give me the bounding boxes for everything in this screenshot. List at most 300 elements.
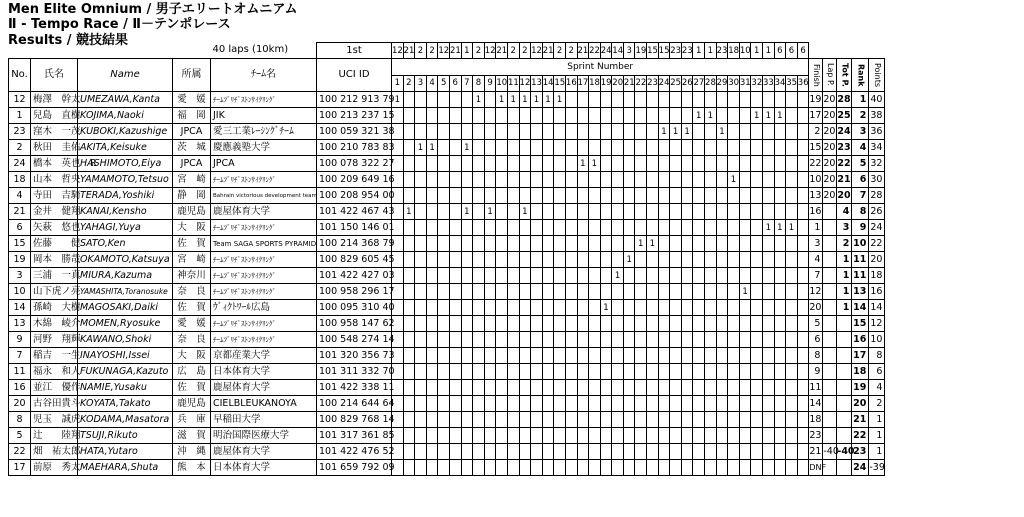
sprint-point-cell	[507, 156, 519, 172]
sprint-point-cell	[577, 108, 589, 124]
sprint-point-cell	[461, 428, 473, 444]
sprint-point-cell	[647, 364, 659, 380]
sprint-point-cell	[647, 124, 659, 140]
finish-position: 15	[809, 140, 823, 156]
lap-number-cell: 6	[797, 43, 809, 59]
sprint-point-cell	[589, 444, 601, 460]
sprint-point-cell	[623, 108, 635, 124]
sprint-point-cell	[774, 268, 786, 284]
sprint-point-cell	[612, 332, 624, 348]
sprint-point-cell	[484, 348, 496, 364]
sprint-point-cell	[774, 332, 786, 348]
sprint-point-cell	[658, 460, 670, 476]
sprint-point-cell	[554, 252, 566, 268]
lap-number-cell: 19	[635, 43, 647, 59]
table-row	[9, 412, 885, 428]
sprint-point-cell	[705, 252, 717, 268]
sprint-point-cell	[763, 396, 775, 412]
sprint-point-cell	[635, 204, 647, 220]
lap-points: 20	[823, 124, 837, 140]
rider-name: KUBOKI,Kazushige	[78, 124, 173, 140]
sprint-point-cell	[473, 236, 485, 252]
sprint-point-cell	[507, 444, 519, 460]
table-row	[9, 460, 885, 476]
sprint-point-cell	[705, 444, 717, 460]
sprint-point-cell	[565, 460, 577, 476]
sprint-point-cell	[554, 300, 566, 316]
lap-points	[823, 252, 837, 268]
sprint-number-cell: 13	[531, 75, 543, 92]
sprint-point-cell	[426, 460, 438, 476]
total-points	[837, 348, 852, 364]
total-points: 3	[837, 220, 852, 236]
rider-name-jp: 梅澤 幹太	[31, 92, 78, 108]
sprint-point-cell	[635, 156, 647, 172]
rank: 21	[852, 412, 869, 428]
sprint-point-cell	[577, 396, 589, 412]
sprint-point-cell	[484, 396, 496, 412]
sprint-point-cell	[565, 268, 577, 284]
sprint-point-cell	[728, 284, 740, 300]
rider-name: TERADA,Yoshiki	[78, 188, 173, 204]
sprint-point-cell	[635, 300, 647, 316]
lap-points	[823, 220, 837, 236]
sprint-point-cell: 1	[658, 124, 670, 140]
sprint-point-cell	[600, 236, 612, 252]
lap-number-cell: 23	[681, 43, 693, 59]
sprint-point-cell	[577, 172, 589, 188]
sprint-point-cell	[426, 396, 438, 412]
total-points: 1	[837, 268, 852, 284]
sprint-point-cell	[519, 220, 531, 236]
sprint-point-cell	[739, 444, 751, 460]
rider-affiliation: 沖 縄	[173, 444, 211, 460]
points: 36	[869, 124, 885, 140]
sprint-point-cell	[728, 252, 740, 268]
sprint-point-cell	[473, 124, 485, 140]
lap-points: 20	[823, 188, 837, 204]
sprint-point-cell	[786, 204, 798, 220]
sprint-point-cell	[438, 428, 450, 444]
sprint-point-cell	[519, 284, 531, 300]
sprint-point-cell: 1	[751, 108, 763, 124]
sprint-point-cell	[705, 220, 717, 236]
sprint-point-cell	[647, 252, 659, 268]
sprint-point-cell	[600, 332, 612, 348]
sprint-point-cell: 1	[589, 156, 601, 172]
rider-uci-id: 100 548 274 14	[317, 332, 392, 348]
rider-affiliation: 愛 媛	[173, 316, 211, 332]
sprint-point-cell	[658, 172, 670, 188]
sprint-point-cell	[751, 444, 763, 460]
sprint-point-cell	[716, 364, 728, 380]
lap-number-cell: 2	[426, 43, 438, 59]
sprint-point-cell	[797, 348, 809, 364]
sprint-point-cell	[600, 220, 612, 236]
sprint-point-cell	[519, 108, 531, 124]
sprint-point-cell	[774, 252, 786, 268]
sprint-point-cell	[600, 124, 612, 140]
sprint-point-cell	[705, 140, 717, 156]
sprint-point-cell	[519, 268, 531, 284]
sprint-point-cell	[496, 300, 508, 316]
sprint-point-cell	[670, 348, 682, 364]
sprint-point-cell	[647, 348, 659, 364]
points: 32	[869, 156, 885, 172]
sprint-point-cell	[589, 140, 601, 156]
sprint-point-cell	[449, 444, 461, 460]
sprint-point-cell	[507, 172, 519, 188]
sprint-point-cell	[716, 300, 728, 316]
sprint-point-cell	[531, 108, 543, 124]
rider-team: Team SAGA SPORTS PYRAMID	[211, 236, 317, 252]
sprint-point-cell	[635, 412, 647, 428]
sprint-point-cell	[786, 172, 798, 188]
sprint-point-cell	[716, 396, 728, 412]
rider-name: KOYATA,Takato	[78, 396, 173, 412]
sprint-point-cell	[484, 460, 496, 476]
sprint-point-cell	[728, 300, 740, 316]
sprint-point-cell	[496, 236, 508, 252]
table-row	[9, 172, 885, 188]
sprint-point-cell	[403, 412, 415, 428]
sprint-point-cell	[484, 140, 496, 156]
sprint-point-cell	[484, 332, 496, 348]
sprint-point-cell	[635, 188, 647, 204]
sprint-point-cell	[751, 268, 763, 284]
total-points: 4	[837, 204, 852, 220]
sprint-point-cell	[415, 348, 427, 364]
finish-position: 22	[809, 156, 823, 172]
rider-affiliation: 広 島	[173, 364, 211, 380]
table-row	[9, 156, 885, 172]
sprint-point-cell	[681, 268, 693, 284]
sprint-point-cell	[763, 252, 775, 268]
sprint-point-cell	[786, 108, 798, 124]
rider-name-jp: 稲吉 一生	[31, 348, 78, 364]
sprint-point-cell	[623, 268, 635, 284]
sprint-point-cell	[449, 364, 461, 380]
sprint-point-cell	[565, 412, 577, 428]
sprint-point-cell	[554, 124, 566, 140]
rider-uci-id: 100 958 296 17	[317, 284, 392, 300]
rider-affiliation: 滋 賀	[173, 428, 211, 444]
points: 22	[869, 236, 885, 252]
sprint-point-cell	[415, 252, 427, 268]
sprint-point-cell	[763, 332, 775, 348]
sprint-point-cell	[797, 396, 809, 412]
sprint-point-cell	[739, 412, 751, 428]
rider-name-jp: 辻 陸翔	[31, 428, 78, 444]
sprint-point-cell	[565, 332, 577, 348]
laps-label: 40 laps (10km)	[212, 44, 289, 56]
sprint-point-cell	[612, 428, 624, 444]
sprint-point-cell	[554, 332, 566, 348]
sprint-point-cell	[531, 268, 543, 284]
sprint-point-cell	[693, 140, 705, 156]
sprint-point-cell	[774, 396, 786, 412]
sprint-point-cell	[426, 332, 438, 348]
column-rank: Rank	[852, 59, 869, 92]
sprint-point-cell	[461, 172, 473, 188]
points: 34	[869, 140, 885, 156]
sprint-point-cell	[461, 268, 473, 284]
sprint-point-cell	[658, 92, 670, 108]
sprint-point-cell	[647, 284, 659, 300]
sprint-point-cell	[403, 380, 415, 396]
finish-position: 17	[809, 108, 823, 124]
rider-uci-id: 100 214 644 64	[317, 396, 392, 412]
sprint-point-cell	[658, 364, 670, 380]
lap-number-cell: 2	[415, 43, 427, 59]
sprint-point-cell	[507, 412, 519, 428]
sprint-point-cell	[554, 268, 566, 284]
rider-name: MIURA,Kazuma	[78, 268, 173, 284]
sprint-point-cell	[658, 444, 670, 460]
sprint-point-cell	[623, 316, 635, 332]
sprint-point-cell	[658, 412, 670, 428]
sprint-point-cell	[403, 444, 415, 460]
total-points: 28	[837, 92, 852, 108]
sprint-point-cell	[531, 412, 543, 428]
rider-uci-id: 100 209 649 16	[317, 172, 392, 188]
sprint-point-cell	[786, 380, 798, 396]
sprint-point-cell	[681, 316, 693, 332]
sprint-number-cell: 8	[473, 75, 485, 92]
sprint-number-cell: 12	[519, 75, 531, 92]
sprint-point-cell	[797, 156, 809, 172]
sprint-point-cell	[751, 188, 763, 204]
sprint-point-cell	[565, 396, 577, 412]
sprint-point-cell	[577, 92, 589, 108]
sprint-point-cell	[786, 156, 798, 172]
sprint-point-cell	[774, 204, 786, 220]
sprint-point-cell	[786, 284, 798, 300]
column-header-row	[9, 59, 885, 76]
sprint-point-cell	[565, 236, 577, 252]
sprint-number-cell: 10	[496, 75, 508, 92]
sprint-point-cell	[612, 348, 624, 364]
sprint-point-cell	[763, 412, 775, 428]
sprint-point-cell	[612, 380, 624, 396]
sprint-point-cell	[716, 140, 728, 156]
finish-position: 1	[809, 220, 823, 236]
rider-name-jp: 並江 優作	[31, 380, 78, 396]
lap-points: 20	[823, 156, 837, 172]
sprint-point-cell	[763, 428, 775, 444]
sprint-number-cell: 14	[542, 75, 554, 92]
sprint-point-cell	[693, 92, 705, 108]
sprint-point-cell	[763, 124, 775, 140]
sprint-point-cell	[531, 172, 543, 188]
sprint-point-cell	[531, 124, 543, 140]
sprint-point-cell	[658, 348, 670, 364]
sprint-point-cell	[577, 140, 589, 156]
points: 2	[869, 396, 885, 412]
sprint-point-cell	[554, 108, 566, 124]
table-row	[9, 284, 885, 300]
sprint-point-cell	[473, 460, 485, 476]
sprint-point-cell	[658, 316, 670, 332]
sprint-point-cell	[415, 364, 427, 380]
finish-position: 23	[809, 428, 823, 444]
sprint-point-cell	[484, 220, 496, 236]
sprint-point-cell	[716, 284, 728, 300]
rider-name: KOJIMA,Naoki	[78, 108, 173, 124]
sprint-point-cell	[415, 444, 427, 460]
sprint-point-cell	[577, 204, 589, 220]
finish-position: 20	[809, 300, 823, 316]
sprint-point-cell	[589, 364, 601, 380]
sprint-point-cell	[623, 460, 635, 476]
sprint-point-cell	[705, 268, 717, 284]
sprint-point-cell	[739, 172, 751, 188]
sprint-point-cell	[716, 156, 728, 172]
sprint-point-cell: 1	[635, 236, 647, 252]
sprint-point-cell	[438, 124, 450, 140]
sprint-point-cell: 1	[670, 124, 682, 140]
sprint-point-cell	[600, 268, 612, 284]
sprint-point-cell	[438, 380, 450, 396]
points: 1	[869, 444, 885, 460]
sprint-point-cell	[426, 268, 438, 284]
sprint-point-cell	[415, 332, 427, 348]
sprint-point-cell	[403, 348, 415, 364]
sprint-point-cell	[403, 364, 415, 380]
sprint-point-cell: 1	[647, 236, 659, 252]
sprint-point-cell	[589, 268, 601, 284]
rank: 6	[852, 172, 869, 188]
sprint-point-cell	[577, 364, 589, 380]
rider-name-jp: 橋本 英也 R	[31, 156, 78, 172]
sprint-point-cell	[681, 364, 693, 380]
sprint-point-cell	[612, 444, 624, 460]
sprint-point-cell	[751, 92, 763, 108]
table-row	[9, 444, 885, 460]
sprint-point-cell	[670, 396, 682, 412]
sprint-point-cell: 1	[507, 92, 519, 108]
rider-number: 11	[9, 364, 31, 380]
sprint-point-cell	[739, 252, 751, 268]
rider-name: AKITA,Keisuke	[78, 140, 173, 156]
sprint-point-cell	[681, 412, 693, 428]
total-points: 1	[837, 252, 852, 268]
sprint-point-cell	[554, 396, 566, 412]
sprint-point-cell	[716, 428, 728, 444]
sprint-point-cell	[461, 220, 473, 236]
sprint-point-cell	[600, 364, 612, 380]
sprint-point-cell	[786, 316, 798, 332]
sprint-point-cell	[693, 316, 705, 332]
sprint-point-cell	[693, 412, 705, 428]
rank: 19	[852, 380, 869, 396]
sprint-point-cell	[705, 284, 717, 300]
sprint-point-cell	[612, 284, 624, 300]
sprint-point-cell	[623, 172, 635, 188]
sprint-point-cell	[797, 108, 809, 124]
sprint-point-cell	[449, 92, 461, 108]
sprint-point-cell	[739, 348, 751, 364]
lap-number-cell: 12	[484, 43, 496, 59]
sprint-point-cell	[670, 284, 682, 300]
sprint-point-cell	[577, 332, 589, 348]
sprint-point-cell	[774, 300, 786, 316]
rank: 2	[852, 108, 869, 124]
sprint-point-cell	[554, 460, 566, 476]
sprint-point-cell	[647, 412, 659, 428]
sprint-point-cell	[705, 380, 717, 396]
sprint-point-cell	[670, 172, 682, 188]
sprint-point-cell	[438, 444, 450, 460]
sprint-point-cell	[728, 220, 740, 236]
sprint-point-cell	[473, 268, 485, 284]
lap-points	[823, 332, 837, 348]
sprint-point-cell	[716, 252, 728, 268]
sprint-point-cell	[693, 284, 705, 300]
sprint-point-cell	[600, 140, 612, 156]
rank: 11	[852, 268, 869, 284]
sprint-point-cell	[600, 92, 612, 108]
sprint-point-cell	[565, 284, 577, 300]
sprint-point-cell	[623, 396, 635, 412]
sprint-point-cell	[403, 268, 415, 284]
table-row	[9, 140, 885, 156]
sprint-point-cell	[670, 332, 682, 348]
rider-team: ﾁｰﾑﾌﾞﾘﾁﾞｽﾄﾝｻｲｸﾘﾝｸﾞ	[211, 92, 317, 108]
sprint-point-cell	[519, 236, 531, 252]
sprint-point-cell	[438, 332, 450, 348]
rider-affiliation: 愛 媛	[173, 92, 211, 108]
rider-affiliation: 佐 賀	[173, 380, 211, 396]
sprint-point-cell	[751, 236, 763, 252]
sprint-point-cell	[403, 172, 415, 188]
rider-name: HASHIMOTO,Eiya	[78, 156, 173, 172]
lap-points	[823, 300, 837, 316]
sprint-number-cell: 33	[763, 75, 775, 92]
sprint-point-cell	[612, 300, 624, 316]
rider-affiliation: JPCA	[173, 124, 211, 140]
rider-number: 24	[9, 156, 31, 172]
rider-name-jp: 岡本 勝哉	[31, 252, 78, 268]
sprint-point-cell	[716, 236, 728, 252]
sprint-point-cell	[658, 188, 670, 204]
sprint-number-cell: 20	[612, 75, 624, 92]
sprint-point-cell	[438, 204, 450, 220]
points: 18	[869, 268, 885, 284]
sprint-point-cell	[774, 284, 786, 300]
sprint-point-cell	[647, 460, 659, 476]
sprint-point-cell	[438, 316, 450, 332]
points: 40	[869, 92, 885, 108]
sprint-number-cell: 18	[589, 75, 601, 92]
sprint-point-cell	[426, 300, 438, 316]
sprint-point-cell	[473, 108, 485, 124]
sprint-point-cell	[415, 396, 427, 412]
sprint-point-cell	[415, 460, 427, 476]
sprint-point-cell	[438, 220, 450, 236]
sprint-point-cell	[554, 204, 566, 220]
sprint-point-cell	[426, 204, 438, 220]
sprint-point-cell	[554, 428, 566, 444]
sprint-number-cell: 4	[426, 75, 438, 92]
sprint-point-cell	[774, 444, 786, 460]
finish-position: 16	[809, 204, 823, 220]
sprint-point-cell: 1	[600, 300, 612, 316]
sprint-point-cell	[438, 268, 450, 284]
column-total-points: Tot P.	[837, 59, 852, 92]
lap-number-cell: 21	[449, 43, 461, 59]
rider-affiliation: 兵 庫	[173, 412, 211, 428]
